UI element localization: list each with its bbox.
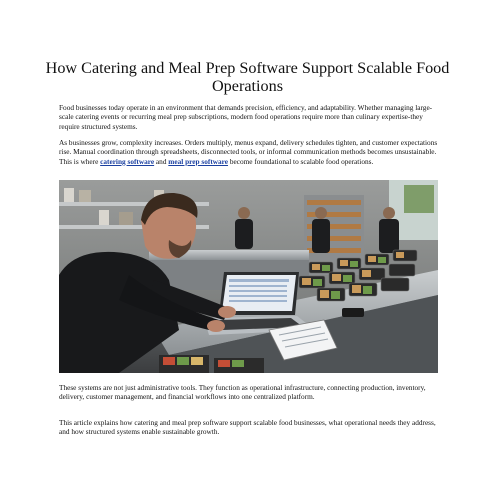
paragraph-text: As businesses grow, complexity increases. Orders multiply, menus expand, delivery schedules tighten, and customer expectations rise. Manual coordination through spreadsheets, disconnected tools, or informal communication methods becomes unsustainable. This is where bbox=[59, 138, 438, 166]
paragraph-text: and bbox=[154, 156, 169, 166]
catering-software-link[interactable]: catering software bbox=[100, 156, 155, 166]
kitchen-photo-illustration bbox=[59, 180, 438, 373]
intro-paragraph: Food businesses today operate in an environment that demands precision, efficiency, and adaptability. Whether managing large-scale catering events or recurring meal prep subscriptions, modern food operations require more than culinary expertise-they require structured systems. bbox=[59, 103, 433, 131]
meal-prep-software-link[interactable]: meal prep software bbox=[168, 156, 229, 166]
complexity-paragraph bbox=[59, 138, 439, 166]
infrastructure-paragraph: These systems are not just administrative tools. They function as operational infrastructure, connecting production, inventory, delivery, customer management, and financial workflows into one centralized platform. bbox=[59, 383, 426, 402]
kitchen-photo bbox=[59, 180, 438, 373]
paragraph-text: become foundational to scalable food operations. bbox=[228, 156, 374, 166]
article-title: How Catering and Meal Prep Software Support Scalable Food Operations bbox=[45, 59, 450, 95]
article-overview-paragraph: This article explains how catering and meal prep software support scalable food businesses, what operational needs they address, and how structured systems enable sustainable growth. bbox=[59, 418, 436, 437]
